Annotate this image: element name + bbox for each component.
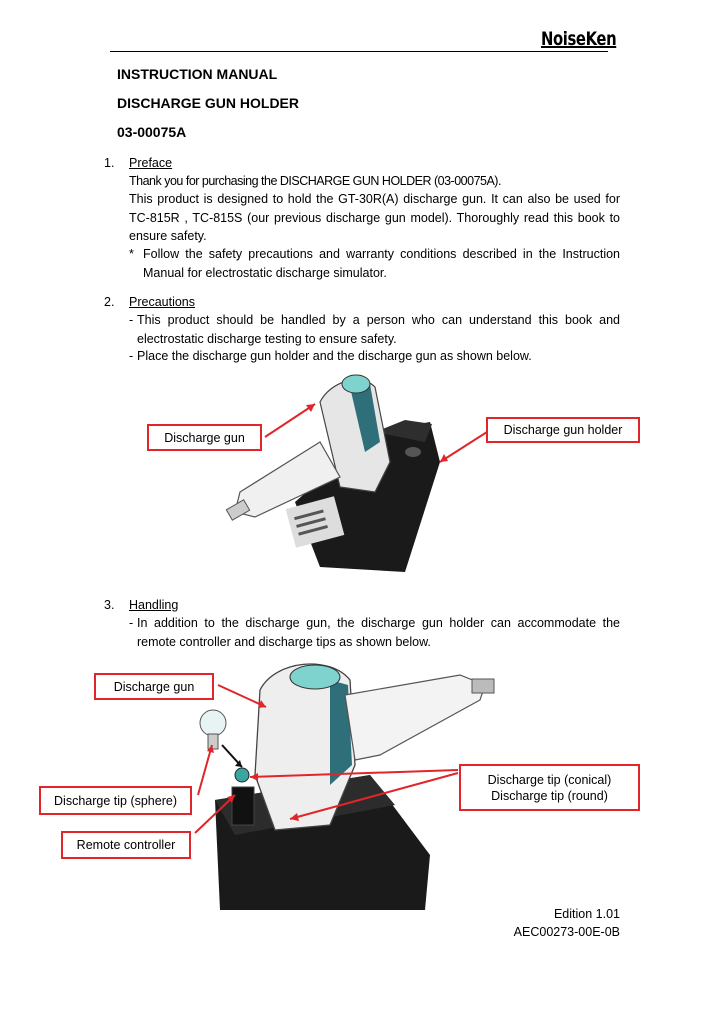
- title-instruction-manual: INSTRUCTION MANUAL: [117, 66, 278, 82]
- section-2-number: 2.: [104, 295, 115, 309]
- section-1-heading: Preface: [129, 156, 173, 170]
- callout-discharge-gun-2: Discharge gun: [94, 673, 214, 700]
- handling-1-mark: -: [129, 616, 134, 630]
- edition-label: Edition 1.01: [553, 907, 620, 921]
- title-product-name: DISCHARGE GUN HOLDER: [117, 95, 300, 111]
- preface-thanks: Thank you for purchasing the DISCHARGE GUN HOLDER (03-00075A).: [129, 174, 501, 188]
- preface-note-mark: *: [129, 247, 134, 261]
- document-code: AEC00273-00E-0B: [513, 925, 620, 939]
- header-rule: [110, 51, 608, 52]
- precaution-1: This product should be handled by a person who can understand this book and electrostatic discharge testing to ensure safety.: [137, 313, 620, 346]
- preface-note: Follow the safety precautions and warranty conditions described in the Instruction Manual for electrostatic discharge simulator.: [143, 247, 620, 280]
- section-1-number: 1.: [104, 156, 115, 170]
- callout-remote-controller: Remote controller: [61, 831, 191, 859]
- handling-1: In addition to the discharge gun, the discharge gun holder can accommodate the remote controller and discharge tips as shown below.: [137, 616, 620, 649]
- callout-discharge-tip-sphere: Discharge tip (sphere): [39, 786, 192, 815]
- preface-paragraph: This product is designed to hold the GT-30R(A) discharge gun. It can also be used for TC-815R , TC-815S (our previous discharge gun model). Thoroughly read this book to ensure safety.: [129, 192, 620, 243]
- precaution-2: Place the discharge gun holder and the discharge gun as shown below.: [137, 349, 532, 363]
- precaution-1-mark: -: [129, 313, 134, 327]
- callout-discharge-tips: [459, 764, 640, 811]
- precaution-2-mark: -: [129, 349, 134, 363]
- title-model-number: 03-00075A: [117, 124, 187, 140]
- section-3-heading: Handling: [129, 598, 179, 612]
- callout-tip-round: Discharge tip (round): [491, 788, 608, 803]
- callout-tip-conical: Discharge tip (conical): [487, 772, 612, 787]
- section-3-number: 3.: [104, 598, 115, 612]
- noiseken-logo: NoiseKen: [541, 28, 617, 50]
- callout-discharge-gun-1: Discharge gun: [147, 424, 262, 451]
- section-2-heading: Precautions: [129, 295, 196, 309]
- callout-discharge-gun-holder: Discharge gun holder: [486, 417, 640, 443]
- figure-holder-with-gun: [200, 362, 660, 577]
